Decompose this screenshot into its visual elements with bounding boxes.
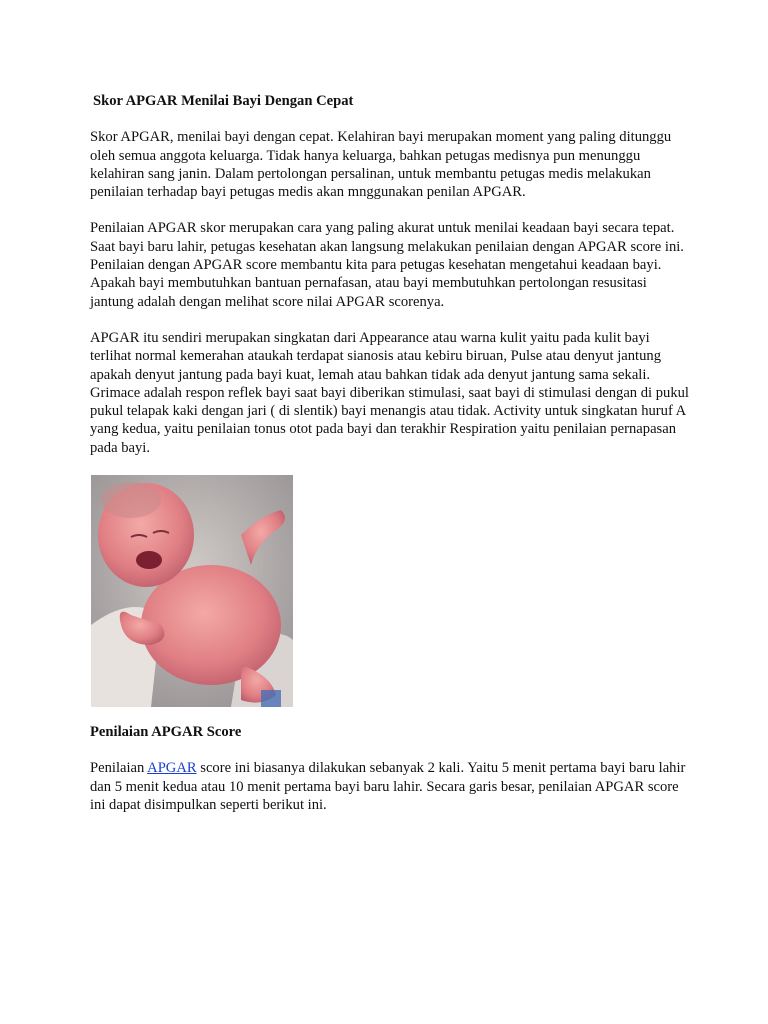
newborn-baby-photo <box>91 475 293 707</box>
paragraph-apgar-timing-rest: score ini biasanya dilakukan sebanyak 2 kali. Yaitu 5 menit pertama bayi baru lahir dan 5 menit kedua atau 10 menit pertama bayi baru lahir. Secara garis besar, penilaian APGAR score ini dapat disimpulkan seperti berikut ini. <box>90 760 686 813</box>
paragraph-intro: Skor APGAR, menilai bayi dengan cepat. Kelahiran bayi merupakan moment yang paling ditunggu oleh semua anggota keluarga. Tidak hanya keluarga, bahkan petugas medisnya pun menunggu kelahiran sang janin. Dalam pertolongan persalinan, untuk membantu petugas medis melakukan penilaian terhadap bayi petugas medis akan mnggunakan penilan APGAR. <box>90 129 672 201</box>
article-title: Skor APGAR Menilai Bayi Dengan Cepat <box>93 93 354 109</box>
section-title: Penilaian APGAR Score <box>90 724 242 741</box>
paragraph-apgar-timing-lead: Penilaian <box>90 760 148 777</box>
paragraph-apgar-definition: APGAR itu sendiri merupakan singkatan dari Appearance atau warna kulit yaitu pada kulit bayi terlihat normal kemerahan ataukah terdapat sianosis atau kebiru biruan, Pulse atau denyut jantung apakah denyut jantung pada bayi kuat, lemah atau bahkan tidak ada denyut jantung sama sekali. Grimace adalah respon reflek bayi saat bayi diberikan stimulasi, saat bayi di stimulasi dengan di pukul pukul telapak kaki dengan jari ( di slentik) bayi menangis atau tidak. Activity untuk singkatan huruf A yang kedua, yaitu penilaian tonus otot pada bayi dan terakhir Respiration yaitu penilaian pernapasan pada bayi. <box>90 329 689 456</box>
paragraph-apgar-timing <box>90 759 690 814</box>
article-body <box>90 92 690 832</box>
newborn-baby-illustration <box>91 475 293 707</box>
paragraph-apgar-accuracy: Penilaian APGAR skor merupakan cara yang paling akurat untuk menilai keadaan bayi secara tepat. Saat bayi baru lahir, petugas kesehatan akan langsung melakukan penilaian dengan APGAR score ini. Penilaian dengan APGAR score membantu kita para petugas kesehatan mengetahui keadaan bayi. Apakah bayi membutuhkan bantuan pernafasan, atau bayi membutuhkan pertolongan resusitasi jantung adalah dengan melihat score nilai APGAR scorenya. <box>90 220 684 310</box>
apgar-link[interactable]: APGAR <box>147 760 197 777</box>
